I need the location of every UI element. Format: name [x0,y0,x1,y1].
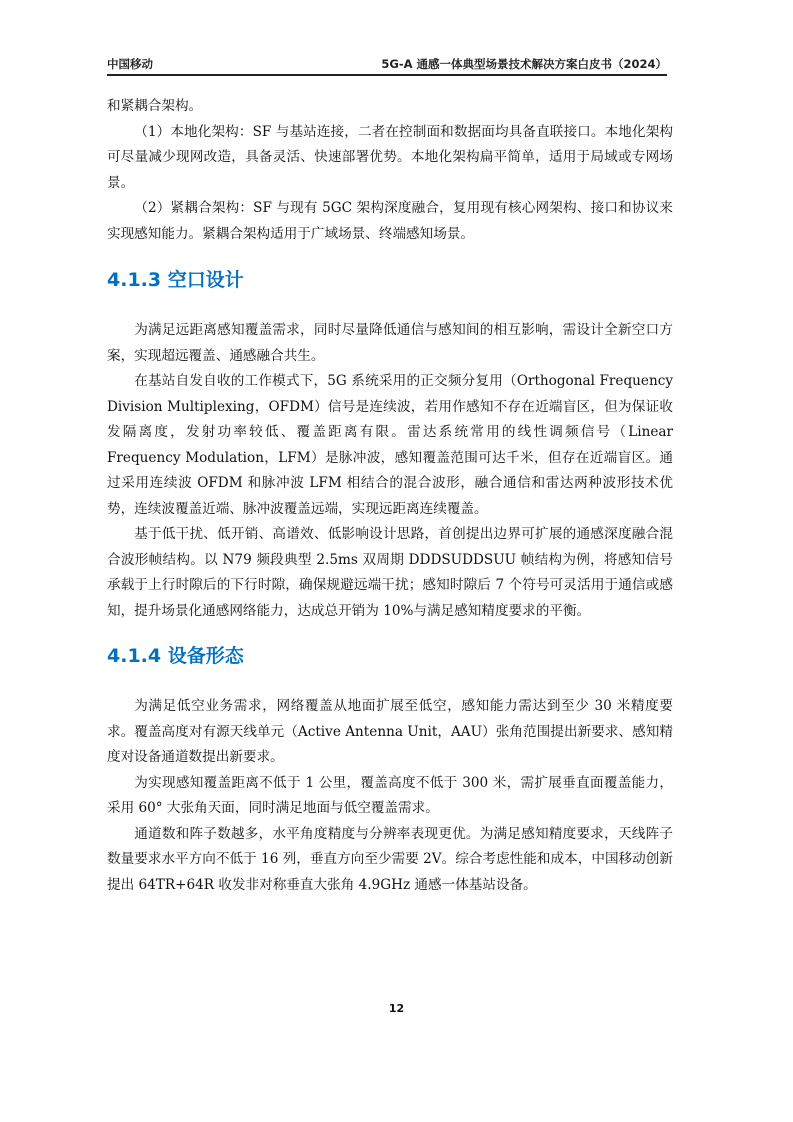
paragraph: 通道数和阵子数越多，水平角度精度与分辨率表现更优。为满足感知精度要求，天线阵子数量要求水平方向不低于 16 列，垂直方向至少需要 2V。综合考虑性能和成本，中国移动创新提出 64TR+64R 收发非对称垂直大张角 4.9GHz 通感一体基站设备。 [107,825,673,893]
paragraph: 和紧耦合架构。 [107,98,203,114]
paragraph: （2）紧耦合架构：SF 与现有 5GC 架构深度融合，复用现有核心网架构、接口和协议来实现感知能力。紧耦合架构适用于广域场景、终端感知场景。 [107,200,673,242]
page-number: 12 [388,1002,405,1015]
header-doc-title: 5G-A 通感一体典型场景技术解决方案白皮书（2024） [381,57,667,71]
paragraph: 为满足低空业务需求，网络覆盖从地面扩展至低空，感知能力需达到至少 30 米精度要求。覆盖高度对有源天线单元（Active Antenna Unit，AAU）张角范围提出新要求、感知精度对设备通道数提出新要求。 [107,698,673,765]
paragraph: 为满足远距离感知覆盖需求，同时尽量降低通信与感知间的相互影响，需设计全新空口方案，实现超远覆盖、通感融合共生。 [107,322,673,364]
paragraph: 在基站自发自收的工作模式下，5G 系统采用的正交频分复用（Orthogonal Frequency Division Multiplexing，OFDM）信号是连续波，若用作感知不存在近端盲区，但为保证收发隔离度，发射功率较低、覆盖距离有限。雷达系统常用的线性调频信号（Linear Frequency Modulation，LFM）是脉冲波，感知覆盖范围可达千米，但存在近端盲区。通过采用连续波 OFDM 和脉冲波 LFM 相结合的混合波形，融合通信和雷达两种波形技术优势，连续波覆盖近端、脉冲波覆盖远端，实现远距离连续覆盖。 [107,373,673,517]
paragraph: （1）本地化架构：SF 与基站连接，二者在控制面和数据面均具备直联接口。本地化架构可尽量减少现网改造，具备灵活、快速部署优势。本地化架构扁平简单，适用于局域或专网场景。 [107,123,673,191]
section-heading-4-1-3: 4.1.3 空口设计 [107,269,244,291]
page-header [107,52,667,76]
paragraph: 基于低干扰、低开销、高谱效、低影响设计思路，首创提出边界可扩展的通感深度融合混合波形帧结构。以 N79 频段典型 2.5ms 双周期 DDDSUDDSUU 帧结构为例，将感知信号承载于上行时隙后的下行时隙，确保规避远端干扰；感知时隙后 7 个符号可灵活用于通信或感知，提升场景化通感网络能力，达成总开销为 10%与满足感知精度要求的平衡。 [107,526,673,619]
paragraph: 为实现感知覆盖距离不低于 1 公里，覆盖高度不低于 300 米，需扩展垂直面覆盖能力，采用 60° 大张角天面，同时满足地面与低空覆盖需求。 [107,774,673,816]
page-content [107,94,673,898]
section-heading-4-1-4: 4.1.4 设备形态 [107,645,244,667]
header-org: 中国移动 [107,57,153,71]
